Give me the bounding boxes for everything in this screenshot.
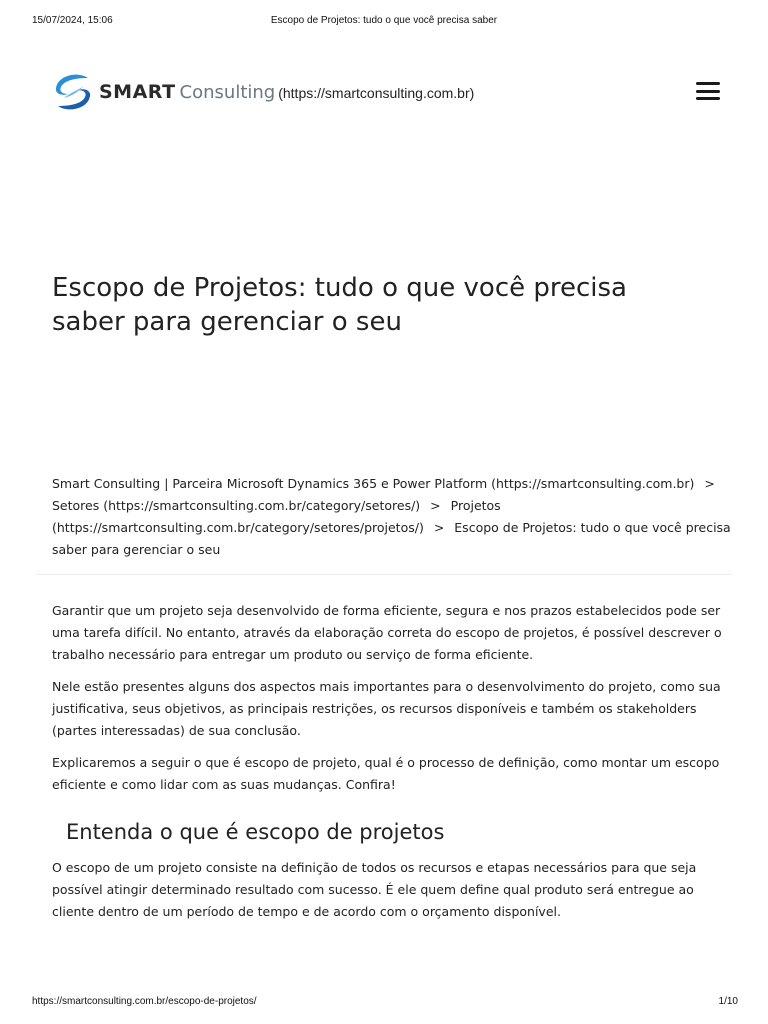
site-logo-link[interactable] — [50, 72, 474, 112]
print-doc-title: Escopo de Projetos: tudo o que você precisa saber — [270, 15, 498, 26]
breadcrumb-separator: > — [430, 498, 441, 513]
page-title: Escopo de Projetos: tudo o que você precisa saber para gerenciar o seu — [52, 273, 627, 337]
logo-url[interactable]: (https://smartconsulting.com.br) — [278, 85, 475, 101]
print-page-number: 1/10 — [718, 996, 738, 1007]
section-paragraph: O escopo de um projeto consiste na definição de todos os recursos e etapas necessários para que seja possível atingir determinado resultado com sucesso. É ele quem define qual produto será entregue ao cliente dentro de um período de tempo e de acordo com o orçamento disponível. — [52, 860, 697, 919]
print-url: https://smartconsulting.com.br/escopo-de-projetos/ — [32, 996, 257, 1007]
section-heading: Entenda o que é escopo de projetos — [66, 820, 445, 844]
breadcrumb-url-projetos[interactable]: (https://smartconsulting.com.br/category/setores/projetos/) — [52, 520, 424, 535]
article-paragraph: Nele estão presentes alguns dos aspectos mais importantes para o desenvolvimento do projeto, como sua justificativa, seus objetivos, as principais restrições, os recursos disponíveis e também os stakeholders (partes interessadas) de sua conclusão. — [52, 679, 721, 738]
breadcrumb-current: Escopo de Projetos: tudo o que você precisa saber para gerenciar o seu — [52, 520, 731, 557]
print-datetime: 15/07/2024, 15:06 — [32, 15, 113, 26]
logo-swirl-icon — [50, 72, 96, 112]
hamburger-menu-icon[interactable] — [696, 82, 720, 100]
article-body — [52, 600, 722, 933]
breadcrumb-item-projetos[interactable]: Projetos — [450, 498, 501, 513]
breadcrumb-separator: > — [704, 476, 715, 491]
article-paragraph: Explicaremos a seguir o que é escopo de projeto, qual é o processo de definição, como montar um escopo eficiente e como lidar com as suas mudanças. Confira! — [52, 755, 720, 792]
breadcrumb — [52, 473, 732, 561]
logo-brand-bold: SMART — [99, 81, 176, 103]
breadcrumb-separator: > — [433, 520, 445, 535]
breadcrumb-item-setores[interactable]: Setores — [52, 498, 100, 513]
breadcrumb-url-home[interactable]: (https://smartconsulting.com.br) — [491, 476, 695, 491]
logo-brand-regular: Consulting — [179, 82, 276, 103]
article-paragraph: Garantir que um projeto seja desenvolvido de forma eficiente, segura e nos prazos estabelecidos pode ser uma tarefa difícil. No entanto, através da elaboração correta do escopo de projetos, é possível descrever o trabalho necessário para entregar um produto ou serviço de forma eficiente. — [52, 603, 722, 662]
breadcrumb-url-setores[interactable]: (https://smartconsulting.com.br/category/setores/) — [103, 498, 421, 513]
divider — [36, 574, 732, 575]
breadcrumb-item-home[interactable]: Smart Consulting | Parceira Microsoft Dynamics 365 e Power Platform — [52, 476, 488, 491]
